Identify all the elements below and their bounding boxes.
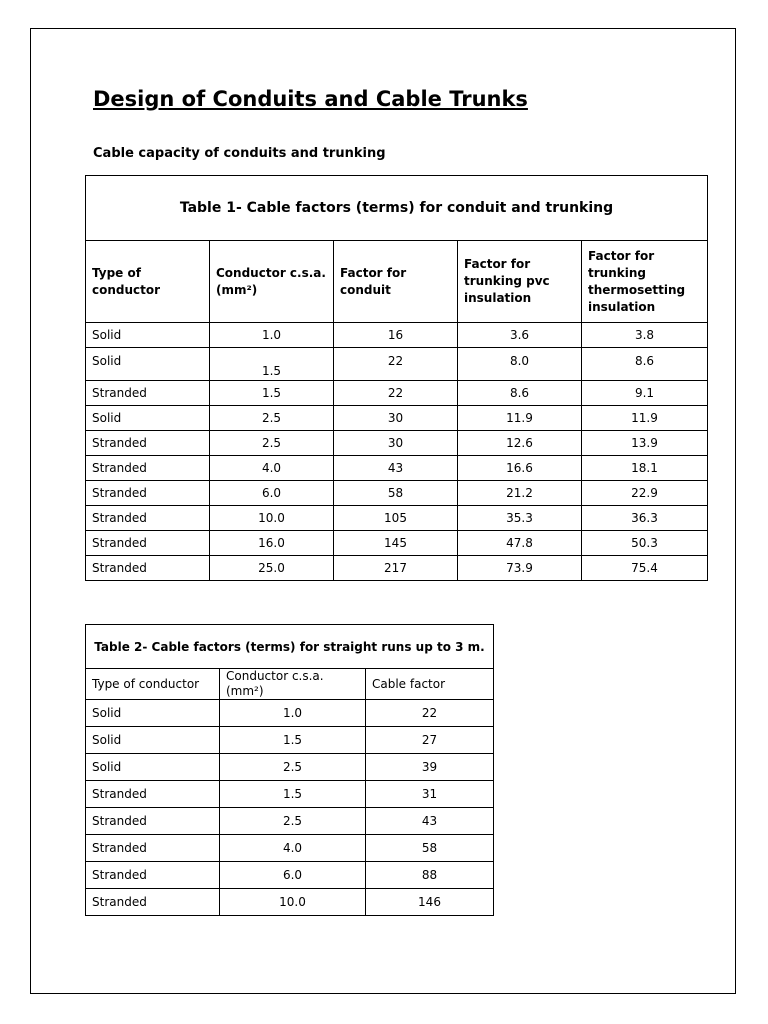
table1-cell: 2.5 <box>210 431 334 456</box>
table1-cell: 1.0 <box>210 323 334 348</box>
table1-cell: Stranded <box>86 431 210 456</box>
table2-cell: 1.5 <box>220 781 366 808</box>
table2-row <box>86 808 494 835</box>
table1-cell: 12.6 <box>458 431 582 456</box>
table1-cell: 18.1 <box>582 456 708 481</box>
table1-cell: 25.0 <box>210 556 334 581</box>
table1-row <box>86 456 708 481</box>
table2-cell: Stranded <box>86 781 220 808</box>
table2-header-row <box>86 669 494 700</box>
table2-cell: 43 <box>366 808 494 835</box>
table2-cell: 4.0 <box>220 835 366 862</box>
table2-row <box>86 754 494 781</box>
table1-cell: 16.0 <box>210 531 334 556</box>
table2-row <box>86 700 494 727</box>
table1-cell: Stranded <box>86 481 210 506</box>
table1-row <box>86 381 708 406</box>
table2-row <box>86 781 494 808</box>
table1-cell: Stranded <box>86 556 210 581</box>
table1-cell: 8.6 <box>458 381 582 406</box>
table1-cell: 58 <box>334 481 458 506</box>
table2-cell: 27 <box>366 727 494 754</box>
table1-cell: Stranded <box>86 456 210 481</box>
table2-cell: Stranded <box>86 835 220 862</box>
table1-cell: 22 <box>334 381 458 406</box>
table2-header-cell: Conductor c.s.a. (mm²) <box>220 669 366 700</box>
table1-row <box>86 406 708 431</box>
table1-cell: Stranded <box>86 506 210 531</box>
table1-cell: 75.4 <box>582 556 708 581</box>
table1-cell: 43 <box>334 456 458 481</box>
table1-cell: 16 <box>334 323 458 348</box>
table1-cell: 10.0 <box>210 506 334 531</box>
table1-cell: 47.8 <box>458 531 582 556</box>
table1-cell: 2.5 <box>210 406 334 431</box>
table1-row <box>86 556 708 581</box>
table1-cell: Solid <box>86 348 210 381</box>
table2-cell: 1.0 <box>220 700 366 727</box>
table1-cell: 16.6 <box>458 456 582 481</box>
table1-header-cell: Type of conductor <box>86 241 210 323</box>
table2-cell: Stranded <box>86 862 220 889</box>
table1-cell: 11.9 <box>458 406 582 431</box>
table1-cell: 145 <box>334 531 458 556</box>
table1-cell: Solid <box>86 323 210 348</box>
table1-header-cell: Factor for conduit <box>334 241 458 323</box>
table2-row <box>86 727 494 754</box>
table1-header-cell: Factor for trunking pvc insulation <box>458 241 582 323</box>
table1-row <box>86 323 708 348</box>
table1-cell: 11.9 <box>582 406 708 431</box>
table1-cell: 6.0 <box>210 481 334 506</box>
document-subtitle: Cable capacity of conduits and trunking <box>93 146 386 161</box>
table1-row <box>86 506 708 531</box>
table2-row <box>86 889 494 916</box>
table2-cell: Solid <box>86 754 220 781</box>
table1-cell: 217 <box>334 556 458 581</box>
table1-header-row <box>86 241 708 323</box>
table1-cell: 1.5 <box>210 348 334 381</box>
table1-cell: Stranded <box>86 531 210 556</box>
table2-cell: 31 <box>366 781 494 808</box>
table1-cell: Stranded <box>86 381 210 406</box>
table1-cell: 1.5 <box>210 381 334 406</box>
table1-cell: 4.0 <box>210 456 334 481</box>
table2-cell: 2.5 <box>220 754 366 781</box>
table1-header-cell: Factor for trunking thermosetting insulation <box>582 241 708 323</box>
table1-cell: Solid <box>86 406 210 431</box>
table2-cell: 1.5 <box>220 727 366 754</box>
table1-cell: 36.3 <box>582 506 708 531</box>
table1-cell: 22.9 <box>582 481 708 506</box>
table1-row <box>86 348 708 381</box>
table2-cell: Solid <box>86 727 220 754</box>
table1-cell: 30 <box>334 406 458 431</box>
straight-runs-factors-table <box>85 624 494 916</box>
table1-row <box>86 431 708 456</box>
table1-cell: 73.9 <box>458 556 582 581</box>
table1-cell: 21.2 <box>458 481 582 506</box>
table2-cell: Solid <box>86 700 220 727</box>
table1-cell: 3.8 <box>582 323 708 348</box>
table2-cell: 39 <box>366 754 494 781</box>
table2-cell: 2.5 <box>220 808 366 835</box>
table1-header-cell: Conductor c.s.a. (mm²) <box>210 241 334 323</box>
table1-cell: 50.3 <box>582 531 708 556</box>
table2-cell: Stranded <box>86 808 220 835</box>
table1-cell: 9.1 <box>582 381 708 406</box>
conduit-trunking-factors-table <box>85 175 708 581</box>
table1-cell: 3.6 <box>458 323 582 348</box>
table1-cell: 8.0 <box>458 348 582 381</box>
table1-cell: 35.3 <box>458 506 582 531</box>
table1-row <box>86 481 708 506</box>
table2-cell: 10.0 <box>220 889 366 916</box>
document-title: Design of Conduits and Cable Trunks <box>93 87 528 111</box>
table2-cell: 22 <box>366 700 494 727</box>
table2-header-cell: Type of conductor <box>86 669 220 700</box>
table2-row <box>86 862 494 889</box>
table1-cell: 22 <box>334 348 458 381</box>
table1-row <box>86 531 708 556</box>
table1-cell: 13.9 <box>582 431 708 456</box>
table2-cell: 58 <box>366 835 494 862</box>
table2-cell: Stranded <box>86 889 220 916</box>
table2-cell: 88 <box>366 862 494 889</box>
table1-cell: 105 <box>334 506 458 531</box>
table1-cell: 30 <box>334 431 458 456</box>
table1-cell: 8.6 <box>582 348 708 381</box>
table2-header-cell: Cable factor <box>366 669 494 700</box>
table2-cell: 146 <box>366 889 494 916</box>
table2-caption: Table 2- Cable factors (terms) for straight runs up to 3 m. <box>86 625 494 669</box>
table1-caption: Table 1- Cable factors (terms) for conduit and trunking <box>86 176 708 241</box>
table2-row <box>86 835 494 862</box>
table2-cell: 6.0 <box>220 862 366 889</box>
